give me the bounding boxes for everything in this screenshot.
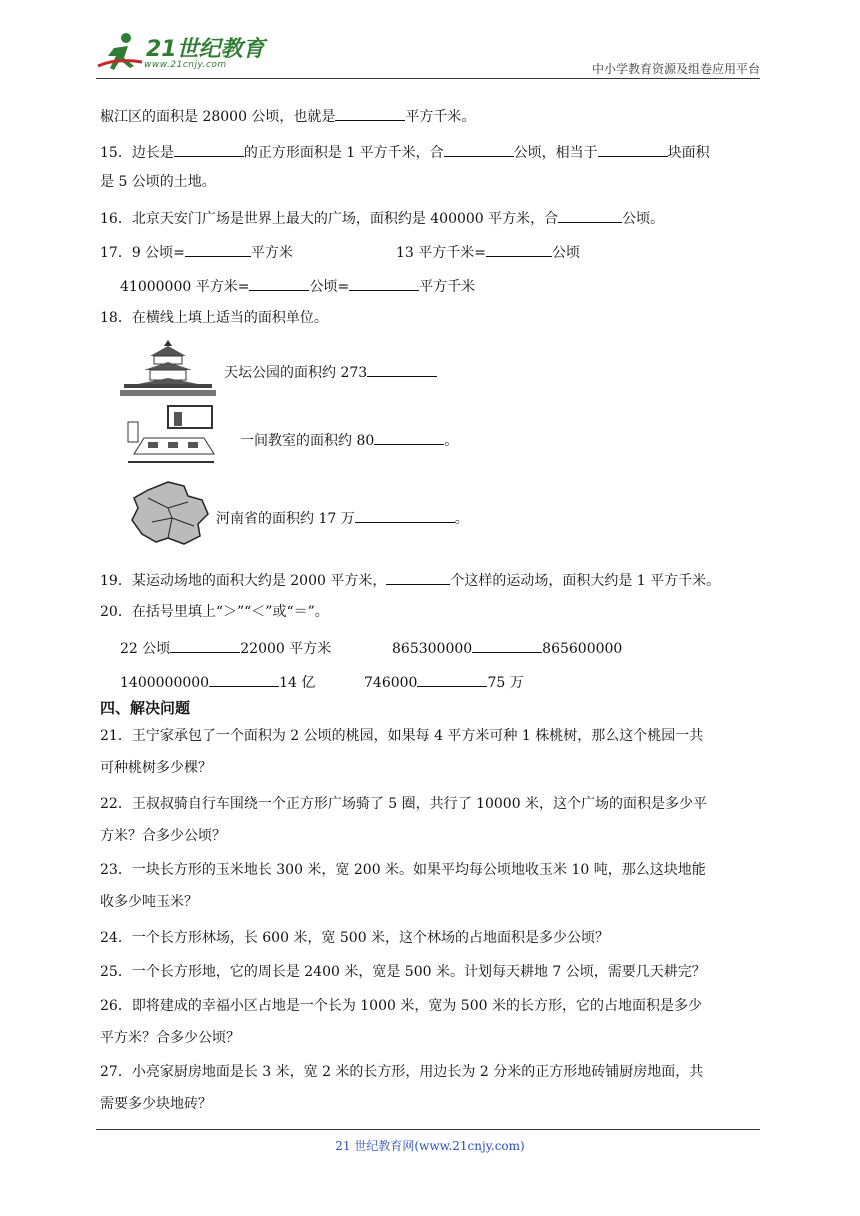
header-divider (96, 78, 760, 79)
q22-line-2: 方米？合多少公顷？ (100, 828, 226, 844)
section-title: 四、解决问题 (100, 699, 191, 717)
q22-line-1: 22．王叔叔骑自行车围绕一个正方形广场骑了 5 圈，共行了 10000 米，这个广场的面积是多少平 (100, 796, 708, 812)
blank[interactable] (444, 140, 514, 157)
blank[interactable] (355, 506, 455, 523)
logo-url: www.21cnjy.com (144, 60, 227, 70)
q20-title: 20．在括号里填上“＞”“＜”或“＝”。 (100, 604, 329, 620)
q18-item-3: 河南省的面积约 17 万 。 (216, 506, 469, 529)
q26-line-2: 平方米？合多少公顷？ (100, 1030, 240, 1046)
blank[interactable] (558, 206, 622, 223)
q26-line-1: 26．即将建成的幸福小区占地是一个长为 1000 米，宽为 500 米的长方形，它的占地面积是多少 (100, 998, 702, 1014)
q21-line-1: 21．王宁家承包了一个面积为 2 公顷的桃园，如果每 4 平方米可种 1 株桃树，那么这个桃园一共 (100, 728, 704, 744)
q17-line-1b: 13 平方千米= 公顷 (396, 240, 580, 263)
platform-text: 中小学教育资源及组卷应用平台 (591, 62, 760, 76)
q24-line: 24．一个长方形林场，长 600 米，宽 500 米，这个林场的占地面积是多少公顷？ (100, 930, 610, 946)
q15-line: 15．边长是 的正方形面积是 1 平方千米，合 公顷，相当于 块面积 (100, 140, 710, 163)
page-header (96, 30, 760, 78)
q20-row-1a: 22 公顷 22000 平方米 (120, 636, 331, 659)
blank[interactable] (598, 140, 668, 157)
q20-row-2a: 1400000000 14 亿 (120, 670, 315, 693)
classroom-image (124, 402, 218, 466)
blank[interactable] (174, 140, 244, 157)
blank[interactable] (170, 636, 240, 653)
q25-line: 25．一个长方形地，它的周长是 2400 米，宽是 500 米。计划每天耕地 7 公顷，需要几天耕完？ (100, 964, 706, 980)
blank[interactable] (486, 240, 552, 257)
blank[interactable] (374, 428, 444, 445)
q16-line: 16．北京天安门广场是世界上最大的广场，面积约是 400000 平方米，合 公顷。 (100, 206, 664, 229)
q23-line-1: 23．一块长方形的玉米地长 300 米，宽 200 米。如果平均每公顷地收玉米 10 吨，那么这块地能 (100, 862, 706, 878)
q20-row-2b: 746000 75 万 (364, 670, 524, 693)
runner-logo-icon (96, 30, 146, 76)
q14-line: 椒江区的面积是 28000 公顷，也就是 平方千米。 (100, 104, 475, 127)
q17-line-1: 17．9 公顷= 平方米 (100, 240, 293, 263)
q21-line-2: 可种桃树多少棵？ (100, 760, 212, 776)
henan-map-image (128, 478, 212, 548)
q27-line-1: 27．小亮家厨房地面是长 3 米，宽 2 米的长方形，用边长为 2 分米的正方形地砖铺厨房地面，共 (100, 1064, 704, 1080)
footer-divider (96, 1129, 760, 1130)
temple-of-heaven-image (120, 338, 216, 398)
q23-line-2: 收多少吨玉米？ (100, 894, 198, 910)
q20-row-1b: 865300000 865600000 (392, 636, 622, 659)
footer-text: 21 世纪教育网(www.21cnjy.com) (335, 1139, 525, 1153)
blank[interactable] (472, 636, 542, 653)
q15-line-2: 是 5 公顷的土地。 (100, 174, 216, 190)
blank[interactable] (185, 240, 251, 257)
blank[interactable] (349, 274, 419, 291)
blank[interactable] (209, 670, 279, 687)
q17-line-2: 41000000 平方米= 公顷= 平方千米 (120, 274, 475, 297)
logo (96, 30, 276, 76)
blank[interactable] (386, 568, 450, 585)
logo-text: 21世纪教育 (146, 37, 265, 62)
blank[interactable] (249, 274, 309, 291)
blank[interactable] (417, 670, 487, 687)
q18-title: 18．在横线上填上适当的面积单位。 (100, 310, 328, 326)
blank[interactable] (335, 104, 405, 121)
q27-line-2: 需要多少块地砖？ (100, 1096, 212, 1112)
q19-line: 19．某运动场地的面积大约是 2000 平方米， 个这样的运动场，面积大约是 1 平方千米。 (100, 568, 720, 591)
blank[interactable] (367, 360, 437, 377)
q18-item-2: 一间教室的面积约 80 。 (240, 428, 458, 451)
q18-item-1: 天坛公园的面积约 273 (224, 360, 437, 383)
